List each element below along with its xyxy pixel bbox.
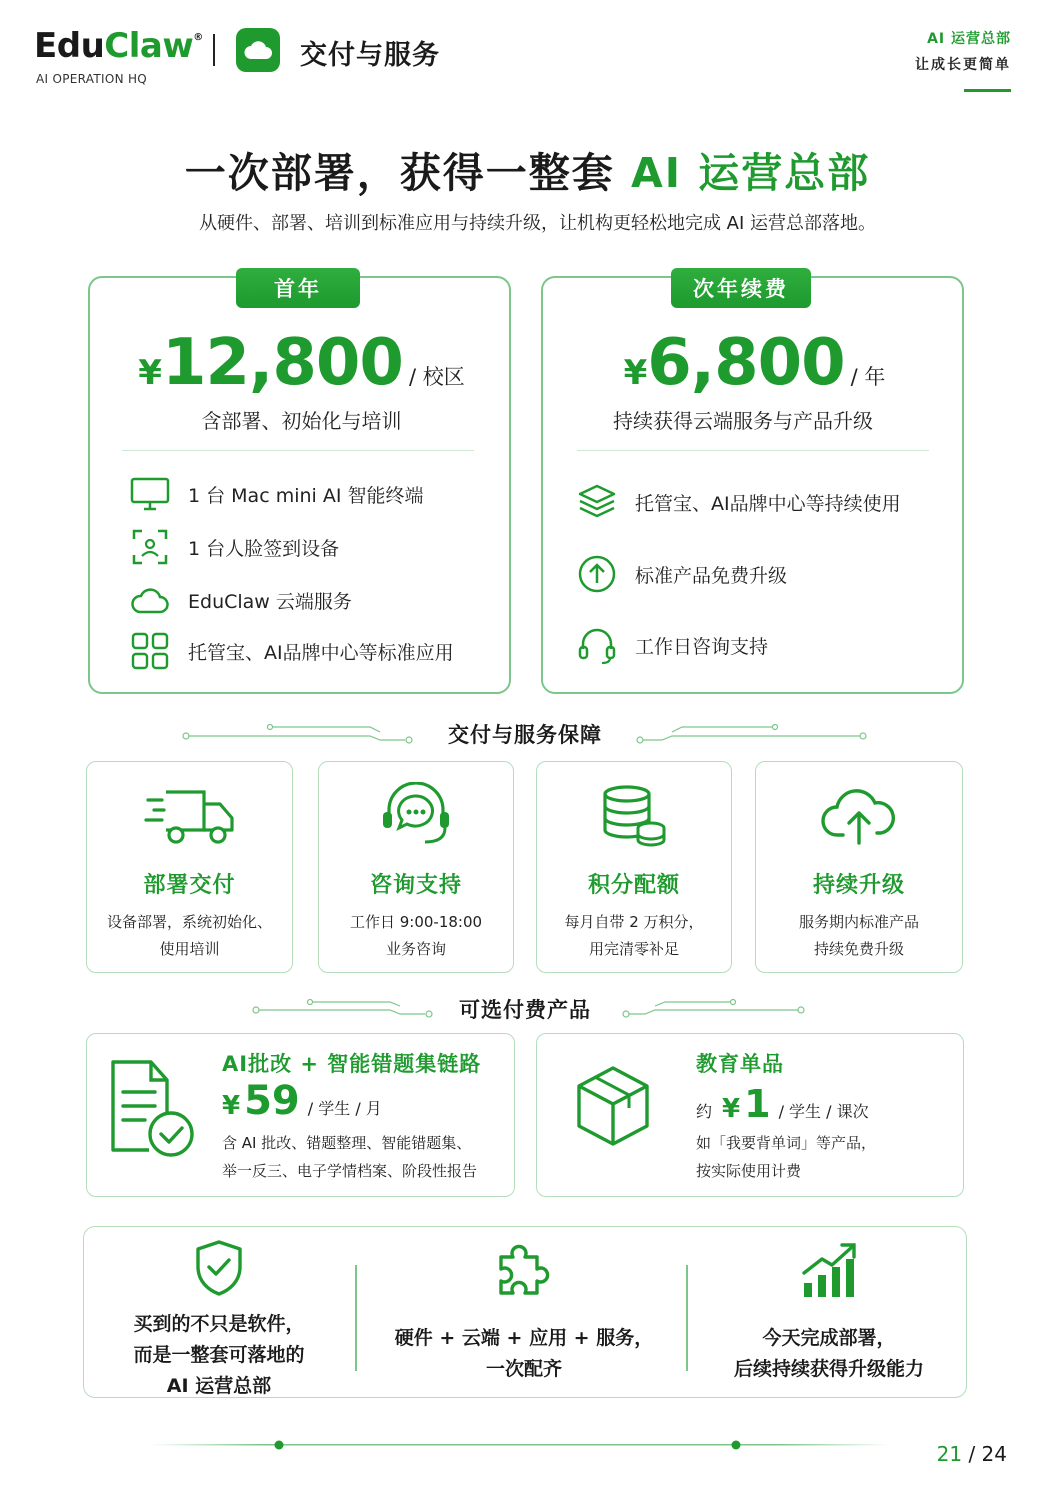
ai-grading-desc: 含 AI 批改、错题整理、智能错题集、 举一反三、电子学情档案、阶段性报告 (222, 1134, 478, 1180)
service-desc: 服务期内标准产品 持续免费升级 (798, 913, 919, 958)
puzzle-icon (374, 1239, 674, 1305)
feature-item: 托管宝、AI品牌中心等标准应用 (130, 631, 454, 671)
service-title: 部署交付 (143, 873, 236, 898)
banner-col-upgrade: 今天完成部署， 后续持续获得升级能力 (704, 1239, 954, 1385)
shield-check-icon (104, 1239, 334, 1299)
service-card (755, 761, 963, 973)
feature-item: EduClaw 云端服务 (130, 580, 352, 620)
banner-col-software: 买到的不只是软件， 而是一整套可落地的 AI 运营总部 (104, 1239, 334, 1402)
ai-grading-card (86, 1033, 515, 1197)
footer-decoration-line (150, 1436, 890, 1454)
document-check-icon (107, 1058, 197, 1164)
section-decoration-left (250, 994, 440, 1018)
upgrade-arrow-icon (577, 554, 617, 594)
layers-icon (577, 482, 617, 522)
banner-col-bundle: 硬件 + 云端 + 应用 + 服务， 一次配齐 (374, 1239, 674, 1385)
service-desc: 设备部署，系统初始化、 使用培训 (106, 913, 272, 958)
first-year-desc: 含部署、初始化与培训 (201, 409, 402, 433)
banner-divider (686, 1265, 688, 1371)
page-title: 一次部署，获得一整套 AI 运营总部 (184, 149, 871, 197)
ai-grading-title: AI批改 + 智能错题集链路 (222, 1052, 482, 1076)
divider (577, 450, 929, 451)
feature-item: 1 台 Mac mini AI 智能终端 (130, 474, 423, 514)
cloud-upload-icon (756, 782, 962, 852)
page-number: 21 / 24 (936, 1442, 1007, 1466)
service-title: 积分配额 (587, 873, 680, 898)
service-card (318, 761, 514, 973)
ai-grading-price: ¥ 59 / 学生 / 月 (222, 1078, 382, 1124)
service-card (536, 761, 732, 973)
service-card (86, 761, 293, 973)
face-scan-icon (130, 527, 170, 567)
renewal-pill: 次年续费 (671, 268, 811, 308)
service-desc: 每月自带 2 万积分， 用完清零补足 (564, 913, 704, 958)
services-section-title: 交付与服务保障 (448, 723, 602, 747)
feature-item: 托管宝、AI品牌中心等持续使用 (577, 482, 901, 522)
grid-apps-icon (130, 631, 170, 671)
section-decoration-left (180, 724, 420, 744)
headset-icon (577, 625, 617, 665)
header-slogan: 让成长更简单 (915, 57, 1011, 73)
cloud-icon (236, 28, 280, 72)
renewal-price: ¥6,800 / 年 (623, 326, 886, 400)
value-banner (83, 1226, 967, 1398)
truck-icon (87, 782, 292, 852)
renewal-card (541, 276, 964, 694)
growth-chart-icon (704, 1239, 954, 1305)
cube-icon (575, 1064, 651, 1152)
service-desc: 工作日 9:00-18:00 业务咨询 (349, 913, 483, 958)
header-divider (213, 34, 215, 66)
section-decoration-right (620, 994, 810, 1018)
first-year-pill: 首年 (236, 268, 360, 308)
edu-item-desc: 如「我要背单词」等产品， 按实际使用计费 (696, 1134, 877, 1180)
first-year-card (88, 276, 511, 694)
brand-subtitle: AI OPERATION HQ (36, 72, 148, 86)
header-accent-line (964, 89, 1011, 92)
edu-item-title: 教育单品 (696, 1052, 784, 1076)
section-title: 交付与服务 (300, 40, 440, 71)
feature-item: 工作日咨询支持 (577, 625, 768, 665)
optional-section-title: 可选付费产品 (459, 998, 591, 1022)
divider (122, 450, 474, 451)
chat-headset-icon (319, 782, 513, 852)
cloud-outline-icon (130, 580, 170, 620)
header-tag: AI 运营总部 (927, 31, 1011, 47)
service-title: 持续升级 (812, 873, 905, 898)
first-year-price: ¥12,800 / 校区 (138, 326, 465, 400)
renewal-desc: 持续获得云端服务与产品升级 (613, 409, 873, 433)
feature-item: 1 台人脸签到设备 (130, 527, 339, 567)
monitor-icon (130, 474, 170, 514)
edu-item-card (536, 1033, 964, 1197)
page-subtitle: 从硬件、部署、培训到标准应用与持续升级，让机构更轻松地完成 AI 运营总部落地。 (198, 213, 877, 234)
feature-item: 标准产品免费升级 (577, 554, 787, 594)
registered-mark: ® (193, 32, 203, 43)
section-decoration-right (632, 724, 872, 744)
service-title: 咨询支持 (369, 873, 462, 898)
brand-logo: EduClaw® (34, 26, 203, 66)
coins-stack-icon (537, 782, 731, 852)
edu-item-price: 约 ¥ 1 / 学生 / 课次 (696, 1082, 869, 1126)
banner-divider (355, 1265, 357, 1371)
